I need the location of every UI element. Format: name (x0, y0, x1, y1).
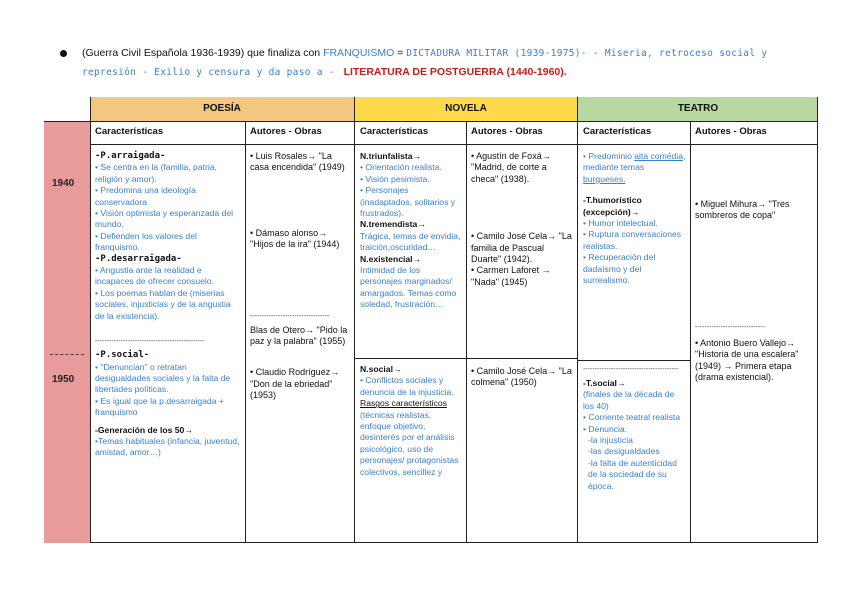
header-novela: NOVELA (355, 97, 577, 121)
intro-equals: = (394, 47, 407, 59)
poesia-caracteristicas (91, 148, 245, 540)
p-social-item: • "Denuncian" o retratan desigualdades sociales y la falta de libertades políticas. (95, 361, 231, 395)
teatro-autores (691, 148, 817, 540)
poesia-separator: ----------------------------------------------- (95, 338, 205, 346)
autor-cela-1: • Camilo José Cela→ "La familia de Pascual Duarte" (1942). (471, 231, 572, 265)
n-triunfalista-item: • Visión pesimista. (360, 173, 430, 184)
header-teatro: TEATRO (578, 97, 818, 121)
p-arraigada-item: • Defienden los valores del franquismo. (95, 230, 197, 253)
n-tremendista-text: Trágica, temas de envidia, traición,oscuridad… (360, 230, 461, 253)
novela-autores-1940 (467, 148, 577, 358)
autor-laforet: • Carmen Laforet → "Nada" (1945) (471, 265, 551, 287)
poesia-autores-header: Autores - Obras (250, 126, 322, 137)
n-existencial-title: N.existencial→ (360, 253, 422, 264)
n-triunfalista-item: • Personajes (inadaptados, solitarios y frustrados). (360, 185, 456, 219)
t-predominio (583, 151, 686, 185)
intro-text: (Guerra Civil Española 1936-1939) que finaliza con (82, 47, 324, 59)
autor-mihura: • Miguel Mihura→ "Tres sombreros de copa" (695, 199, 790, 221)
novela-caracteristicas-header: Características (360, 126, 429, 137)
autor-otero: Blas de Otero→ "Pido la paz y la palabra" (1955) (250, 324, 348, 347)
t-social-item: • Corriente teatral realista (583, 412, 681, 423)
t-humoristico-item: • Ruptura conversaciones realistas. (583, 229, 682, 251)
autor-rodriguez: • Claudio Rodríguez→ "Don de la ebriedad" (1953) (250, 367, 340, 401)
n-social-item: • Conflictos sociales y denuncia de la injusticia. (360, 375, 454, 397)
intro-line2: represión - Exilio y censura y da paso a - (82, 67, 335, 78)
franquismo-label: FRANQUISMO (323, 47, 395, 59)
t-social-item: -la injusticia (588, 435, 633, 446)
novela-caracteristicas-1950 (356, 361, 466, 542)
p-desarraigada-item: • Angustia ante la realidad e incapaces de ofrecer consuelo. (95, 265, 214, 287)
autor-alonso: • Dámaso alonso→ "Hijos de la ira" (1944) (250, 227, 340, 250)
dictadura-label: DICTADURA MILITAR (1939-1975)- - Miseria, retroceso social y (406, 48, 768, 59)
t-social-item: • Denuncia: (583, 423, 628, 434)
p-desarraigada-item: • Los poemas hablan de (miserias sociales, injusticias y de la angustia de la existencia). (95, 287, 231, 321)
p-arraigada-title: -P.arraigada- (95, 151, 166, 161)
t-burgueses: burgueses. (583, 173, 626, 184)
t-social-item: -las desigualdades (588, 446, 660, 457)
autor-foxa: • Agustín de Foxá→ "Madrid, de corte a checa" (1938). (471, 151, 551, 184)
p-arraigada-item: • Predomina una ideología conservadora (95, 185, 196, 207)
year-1950: 1950 (52, 374, 75, 385)
p-social-item: • Es igual que la p.desarraigada + franquismo (95, 395, 224, 418)
n-triunfalista-item: • Orientación realista. (360, 162, 442, 173)
p-desarraigada-title: -P.desarraigada- (95, 253, 182, 264)
teatro-caracteristicas-1950 (579, 363, 690, 542)
teatro-separator: ----------------------------------------- (583, 366, 679, 373)
t-humoristico-item: • Recuperación del dadaísmo y del surrealismo. (583, 252, 656, 286)
rasgos-text: (técnicas realistas, enfoque objetivo, desinterés por el análisis psicológico, uso de personajes/ protagonistas colectivos, sencillez y (360, 409, 459, 477)
n-tremendista-title: N.tremendista→ (360, 219, 426, 230)
poesia-autores (246, 148, 354, 540)
gen50-text: •Temas habituales (infancia, juventud, amistad, amor…) (95, 435, 240, 458)
bullet-icon (60, 50, 67, 57)
novela-autores-1950 (467, 363, 577, 463)
t-humoristico-item: • Humor intelectual. (583, 218, 658, 229)
p-arraigada-item: • Se centra en la (familia, patria, religión y amor). (95, 162, 217, 184)
teatro-autores-header: Autores - Obras (695, 126, 767, 137)
literature-table (44, 96, 818, 543)
t-predominio-pre: • Predominio (583, 151, 635, 161)
n-existencial-text: Intimidad de los personajes marginados/ amargados. Temas como soledad, frustración… (360, 265, 457, 310)
year-1940: 1940 (52, 178, 75, 189)
n-social-title: N.social→ (360, 364, 402, 374)
intro-paragraph (64, 44, 834, 82)
p-social-title: -P.social- (95, 350, 150, 361)
teatro-autores-separator: ------------------------------ (695, 323, 765, 331)
literatura-label: LITERATURA DE POSTGUERRA (1440-1960). (343, 66, 567, 78)
teatro-caracteristicas-1940 (579, 148, 690, 360)
novela-caracteristicas-1940 (356, 148, 466, 358)
t-social-title: -T.social→ (583, 378, 626, 388)
gen50-title: -Generación de los 50→ (95, 424, 193, 435)
rasgos-label: Rasgos característicos (360, 398, 447, 409)
t-social-item: -la falta de autenticidad de la sociedad de su época. (588, 457, 677, 491)
t-humoristico-title: -T.humorístico (excepción)→ (583, 195, 642, 217)
teatro-caracteristicas-header: Características (583, 126, 652, 137)
year-separator (50, 354, 84, 355)
poesia-autores-separator: ---------------------------------- (250, 312, 330, 320)
autor-rosales: • Luis Rosales→ "La casa encendida" (1949) (250, 151, 345, 173)
header-poesia: POESÍA (90, 97, 354, 121)
poesia-caracteristicas-header: Características (95, 126, 164, 137)
novela-autores-header: Autores - Obras (471, 126, 543, 137)
p-arraigada-item: • Visión optimista y esperanzada del mundo. (95, 208, 234, 230)
n-triunfalista-title: N.triunfalista→ (360, 151, 422, 161)
autor-buero: • Antonio Buero Vallejo→ "Historia de una escalera" (1949) → Primera etapa (drama existencial). (695, 337, 799, 383)
t-social-text: (finales de la década de los 40) (583, 389, 675, 411)
t-alta-comedia: alta comédia (634, 151, 683, 161)
t-predominio-mid: , mediante temas (583, 151, 686, 173)
autor-cela-2: • Camilo José Cela→ "La colmena" (1950) (471, 366, 572, 388)
